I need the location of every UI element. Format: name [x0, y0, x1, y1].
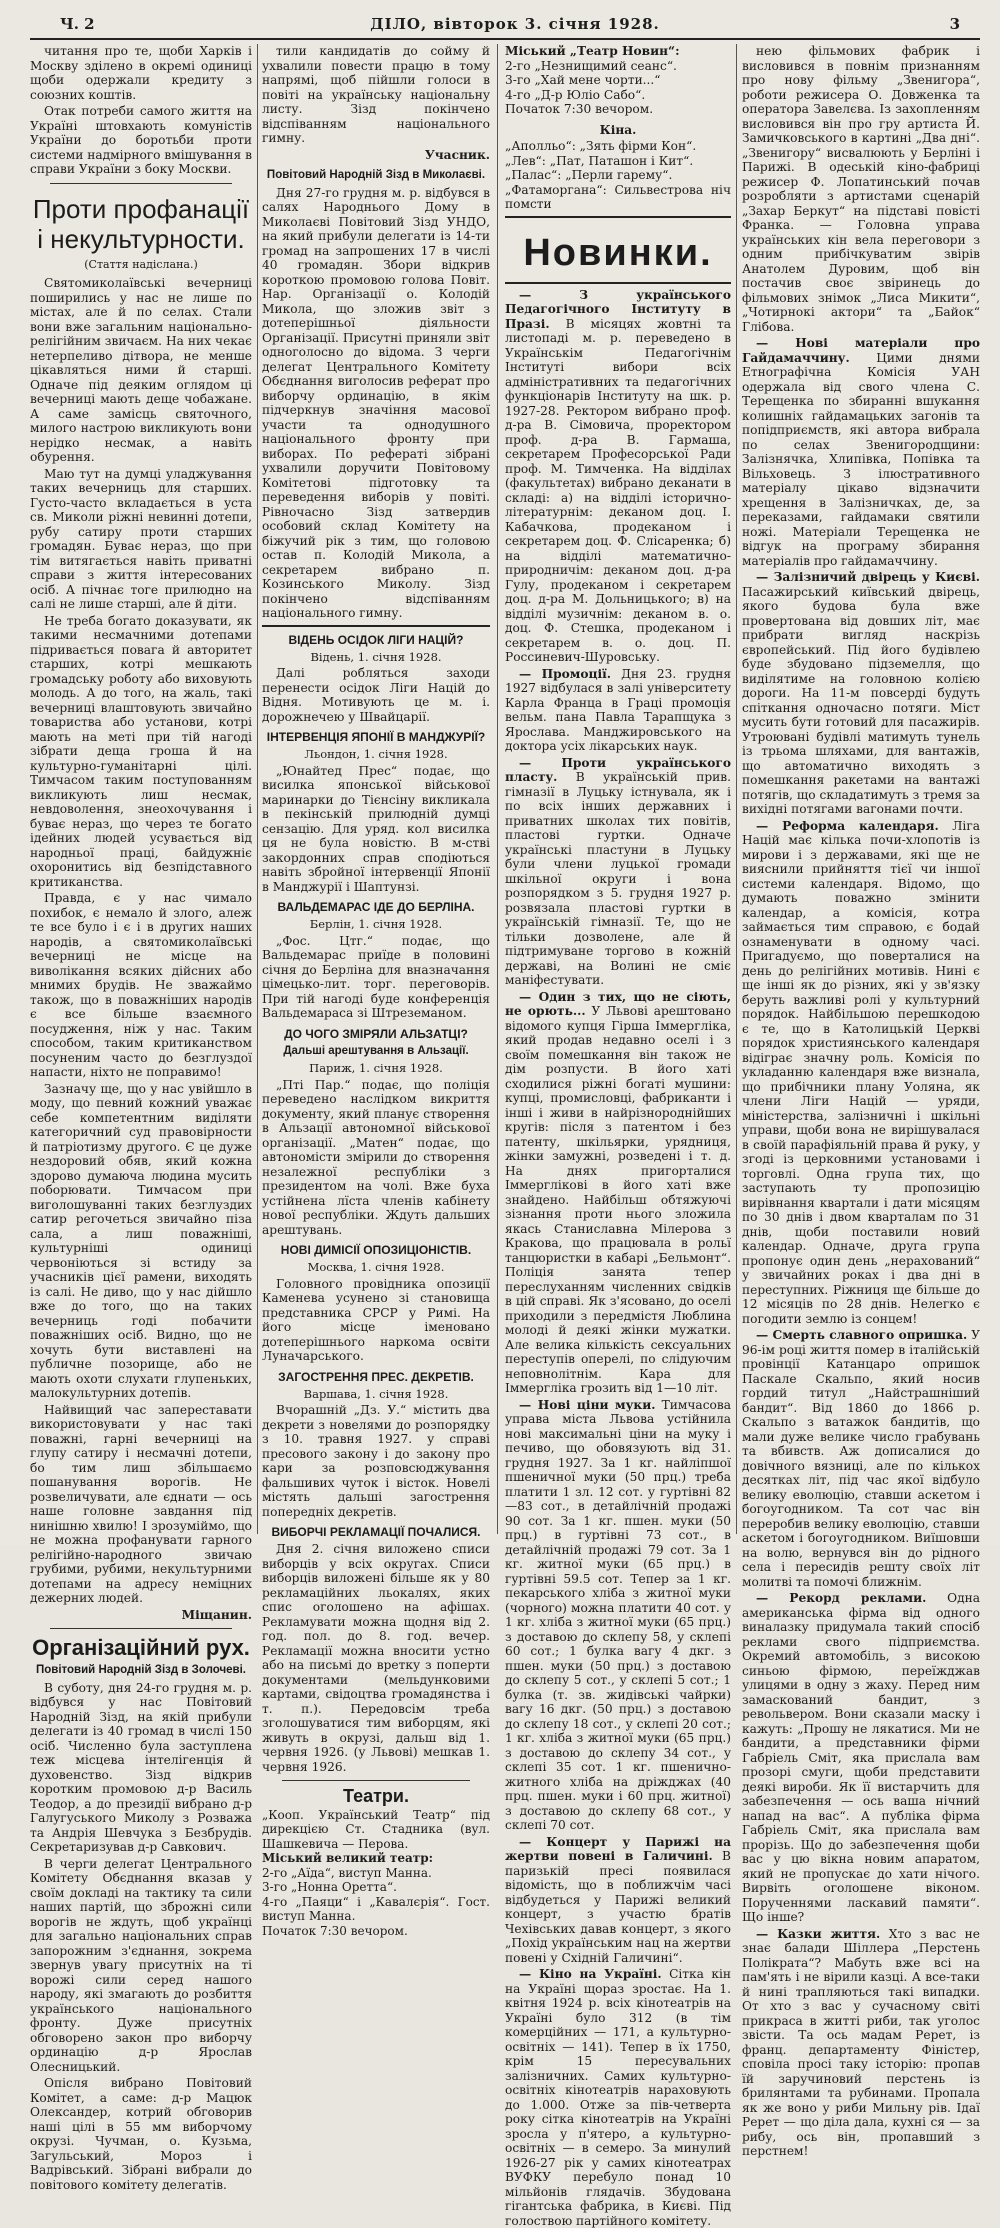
news-heading: ЗАГОСТРЕННЯ ПРЕС. ДЕКРЕТІВ.: [278, 1369, 474, 1384]
section-subtitle: Повітовий Народній Зізд в Золочеві.: [35, 1664, 246, 1676]
paragraph: Найвищий час запереставати використовувати у нас такі поважні, гарні вечерниці на глупу сатиру і несмачні дотепи, бо тим лиш збільшаємо пошанування ворогів. Не розвеличувати, але єднати — ось наше головне завдання під нинішню хвилю! І зрозуміймо, що не можна профанувати гарного релігійно-народного звичаю грубими, рубими, некультурними дотепами на адресу неміцних дежерних людей.: [30, 1402, 252, 1605]
news-section-title: Новинки.: [523, 231, 713, 274]
news-item-lead: — Реформа календаря.: [756, 818, 939, 833]
paragraph: Дня 2. січня виложено списи виборців у всіх округах. Списи виборців виложені більше як у 80 рекламаційних льокалях, яких спис оголошено на афішах. Рекламувати можна щодня від 2. год. пол. до 8. год. вечер. Рекламації можна вносити устно або на письмі до вретку з поперти документами (мельдунковими картами, свідоцтва громадянства і т. п.). Передовсім треба зголошуватися тим виборцям, які живуть в окрузі, дальш від 1. червня 1926. (у Львові) мешкав 1. червня 1926.: [262, 1542, 490, 1774]
news-item-text: У 96-ім році життя помер в італійській провінції Катанцаро опришок Паскале Скальпо, який носив гордий титул „Найстрашніший бандит“. Від 1860 до 1866 р. Скальпо з ватажок бандитів, що мали дуже велике число грабувань та вбивств. Аж дописалися до довічного вязниці, але по кількох десятках літ, під час якої відбуло велику еволюцію, ставши аскетом і богоугодником. Та сот час він переробив велику еволюцію, ставши аскетом і богоугодником. Виїшовши на волю, вернувся він до рідного села і пересидів решту своїх літ молитві та помочі ближнім.: [742, 1328, 981, 1589]
news-item-text: Цими днями Етнографічна Комісія УАН одержала від свого члена С. Терещенка по збиранні вшукання колишніх гайдамацьких загонів та попідприємств, які автора вибрала по селах Звенигородщини: Залізнячка, Хлипівка, Попівка та Вільховець. З ілюстративного матеріалу цікаво відзначити хрещення в Залізничках, де, за переказами, гайдамаки святили ножі. Матеріали Терещенка не відгук на програму збирання матеріалів про гайдамаччину.: [742, 350, 980, 568]
dateline: Берлін, 1. січня 1928.: [309, 917, 443, 931]
news-item: [742, 570, 980, 817]
paragraph: „Юнайтед Прес“ подає, що висилка японської військової маринарки до Тієнсіну викликала в пекінській прилюдній думці сензацію. Для уряд. кол висилка ця не була новістю. В м-стві закордонних справ сподіються навіть збройної інтервенції Японії в Манджурії і Шаптунзі.: [262, 763, 490, 894]
article-signature: Міщанин.: [181, 1607, 252, 1622]
news-item-text: Дня 23. грудня 1927 відбулася в залі університету Карла Франца в Граці промоція вельм. пана Павла Тарапщука з Ярослава. Манджировського на доктора усіх лікарських наук.: [505, 666, 732, 753]
theatre-line: 3-го „Хай мене чорти...“: [505, 73, 661, 87]
theatre-line: Міський великий театр:: [262, 1851, 434, 1865]
news-item-text: Пасажирський київський двірець, якого будова була вже провертована від довших літ, має прибрати вигляд наскрізь європейський. Під його будівлею буде збудовано підземелля, що виділятиме на головною колією дороги. На 11-м повсерді будуть спіткання одночасно потяги. Міст мусить бути готовий для пасажирів. Утроювані будівлі матимуть тунель із трьома шляхами, для вантажів, що автоматично виходять з помешкання ракетами на вантажі потягів, що складатимуть з тремя за вихідні потягами вагонами почти.: [742, 584, 980, 816]
news-item-lead: — Нові матеріали про Гайдамаччину.: [742, 336, 980, 365]
news-item-text: В паризькій пресі появилася відомість, що в поближчім часі відбудеться у Парижі великий концерт, з участю братів Чехівських давав концерт, з якого „Похід українським нац на жертви повені у Східній Галичині“.: [505, 1849, 732, 1965]
paragraph: Дня 27-го грудня м. р. відбувся в салях Народнього Дому в Миколаєві Повітовий Зізд УНДО, на який прибули делегати із 14-ти громад на запрошених 17 в числі 40 громадян. Збори відкрив короткою промовою голова Повіт. Нар. Організації о. Колодій Микола, що зложив звіт з дотеперішньої діяльности Організації. Присутні приняли звіт одноголосно до відома. З черги делегат Центрального Комітету Обєднання виголосив реферат про виборчу ординацію, в якім підчеркнув значіння масової участи та однодушного національного фронту при виборах. По рефераті зібрані ухвалили доручити Повітовому Комітетові підготовку та переведення виборів у повіті. Рівночасно Зізд затвердив особовий склад Комітету на біжучий рік з тим, що головою остав п. Колодій Микола, а секретарем вибрано п. Козинського Миколу. Зізд покінчено відспіванням національного гимну.: [262, 185, 490, 620]
theatre-line: Початок 7:30 вечором.: [262, 1923, 408, 1938]
news-item-lead: — Один з тих, що не сіють, не орють...: [505, 989, 731, 1018]
theatre-line: 2-го „Аїда“, виступ Манна.: [262, 1865, 432, 1880]
dateline: Відень, 1. січня 1928.: [310, 649, 442, 664]
news-heading: ДО ЧОГО ЗМІРЯЛИ АЛЬЗАТЦІ?: [284, 1026, 468, 1041]
column-4: [742, 44, 981, 2158]
dateline: Варшава, 1. січня 1928.: [303, 1386, 449, 1401]
dateline: Льондон, 1. січня 1928.: [304, 747, 448, 761]
paragraph: Святомиколаївські вечерниці поширились у нас не лише по містах, але й по селах. Стали вони вже загальним національно-релігійним звичаєм. На них чекає нетерпеливо дітвора, не менше цікавляться ними й старші. Одначе під деяким оглядом ці вечерниці мають деще чобажане. А саме замісць святочного, милого настрою викликують вони нерідко несмак, а навіть обурення.: [30, 276, 252, 464]
article-title: Проти профанації і некультурности.: [32, 193, 250, 254]
news-item-lead: — Казки життя.: [756, 1926, 881, 1941]
paragraph: В суботу, дня 24-го грудня м. р. відбувся у нас Повітовий Народній Зізд, на якій прибули делегати із 40 громад в числі 150 осіб. Численно була заступлена теж місцева інтелігенція й духовенство. Зізд відкрив коротким промовою д-р Василь Теодор, а до президії вибрано д-р Галугуського Миколу з Розважа та Андрія Шевчука з Безбрудів. Секретаризував д-р Савкович.: [30, 1680, 252, 1854]
column-divider: [497, 44, 498, 1534]
news-item-text: Хто з вас не знає балади Шіллера „Перстень Полікрата“? Мабуть вже всі на пам'ять і не вірили казці. А все-таки й нині трапляються такі випадки. От хто з вас у сучасному світі прикраса в житті риби, так уголос звісти. Та ось мадам Ререт, із франц. департаменту Фіністер, сповіла просі таку історію: пропав їй заручиновий перстень із брилянтами та рубинами. Пропала як же воно у риби Мильну рів. Ідаї Ререт — що діла дала, кухні ся — за рибу, ось він, пропавший з перстнем!: [742, 1926, 980, 2158]
separator: [50, 183, 232, 184]
news-item: [742, 819, 980, 1327]
news-item-text: Одна американська фірма від одного виналазку придумала такий спосіб реклами свого підприємства. Окремий автомобіль, з високою синьою фірмою, переїжджав улицями в одну з жаху. Перед ним замаскований бандит, з револьвером. Вони сказали маску і кажуть: „Прошу не лякатися. Ми не бандити, а представники фірми Габріель Сміт, яка прислала вам прозорі смуги, щоби представити деякі вироби. Як її вистарчить для забезпечення — ось ваша нічний напад на вас“. А публіка фірма Габріель Сміт, яка прислала вам прорізь. Що до забезпечення щоби вас у цю вікна новим апаратом, який не пропускає до хати нічого. Вирвіть оголошене віконом. Порученнями ласкавий памяти“. Що інше?: [742, 1591, 980, 1924]
news-item: [742, 1927, 980, 2159]
cinema-line: „Фатаморгана“: Сильвестрова ніч помсти: [505, 182, 731, 211]
section-title: Організаційний рух.: [32, 1635, 250, 1660]
news-item: [742, 1591, 980, 1925]
news-item-lead: — Концерт у Парижі на жертви повені в Галичині.: [505, 1834, 731, 1863]
paragraph: читання про те, щоби Харків і Москву зділено в окремі одиниці щоби одержали кредиту з союзних коштів.: [30, 44, 252, 102]
news-heading: НОВІ ДИМІСІЇ ОПОЗИЦІОНІСТІВ.: [280, 1243, 472, 1257]
paragraph: Головного провідника опозиції Каменева усунено зі становища представника СРСР у Римі. На його місце іменовано дотеперішнього наркома освіти Луначарського.: [262, 1276, 490, 1363]
news-item: [505, 288, 731, 665]
theatre-line: 4-го „Д-р Юліо Сабо“.: [505, 87, 646, 102]
news-item-lead: — З українського Педагогічного Інституту в Празі.: [505, 287, 731, 331]
dateline: Париж, 1. січня 1928.: [309, 1061, 443, 1075]
part-number: Ч. 2: [60, 15, 95, 33]
column-divider: [257, 44, 258, 1534]
news-item-text: У Львові арештовано відомого купця Гірша Іммергліка, який продав недавно оселі і з своїм помешкання він також не дім розпусти. В його хаті сходилися ріжні богаті мушини: купці, промисловці, фабриканти і інші і живи в найрізнороднійших кругів: після з патентом і без патенту, шкільярки, урядниця, жінки замужні, розведені і т. д. На днях пригорталися Іммерглікові в його хаті вже знайдено. Найбільш обтяжуючі зізнання проти нього зложила якась Станиславна Мілерова з Кракова, що працювала в рольї танцюристки в кабарі „Бельмонт“. Поліція занята тепер переслуханням численних свідків в цій справі. Як з'ясовано, до оселі приходили з передмістя Люблина молоді й деякі жінки мужатки. Але велика кількість сексуальних переступів оперелі, по слідуючим неповнолітнім. Кара для Іммергліка грозить від 1—10 літ.: [505, 1004, 731, 1395]
news-item: [742, 1328, 980, 1589]
news-item: [505, 990, 731, 1396]
paragraph: Зазначу ще, що у нас увійшло в моду, що певний кожний уважає себе компетентним виділяти категоричний суд правовірности й патріотизму другого. Є це дуже нездоровий обяв, який кожна здорово думаюча людина мусить поборювати. Тимчасом при виголошуванні таких безглуздих сатир регочеться звичайно піза сала, а лиш поважніші, культурніші одиниці червоніються зі встиду за учасників цієї рамени, виходять із салі. Не диво, що у нас дійшло вже до того, що на таких вечерниць годі побачити поважніших осіб. Видно, що не хочуть бути виставлені на публичне позорище, або не мають охоти слухати глупеньких, малокультурних дотепів.: [30, 1081, 252, 1400]
news-item-text: В українській прив. гімназії в Луцьку істнувала, як і по всіх інших державних і приватних школах тих повітів, пластові гуртки. Одначе українські пластуни в Луцьку були члени луцької громади шкільної округи і вона розпорядком з 5. грудня 1927 р. розвязала пластові гуртки в українській гімназії. Те, що не тільки дозволене, але й підтримуване торгово в кожній державі, на Волині не сміє маніфестувати.: [505, 770, 731, 987]
news-item-lead: — Смерть славного опришка.: [756, 1328, 968, 1342]
article-note: (Стаття надіслана.): [84, 257, 198, 271]
paragraph: Далі робляться заходи перенести осідок Ліги Націй до Відня. Мотивують це м. і. дорожнечею у Швайцарії.: [262, 666, 490, 724]
paragraph: Опісля вибрано Повітовий Комітет, а саме: д-р Мацюк Олександер, котрий обговорив наші цілі в 55 мм виборчому окрузі. Чучман, о. Кузьма, Загульський, Мороз і Вадрівський. Зібрані вибрали до повітового комітету делегатів.: [30, 2076, 252, 2192]
paragraph: Маю тут на думці уладжування таких вечерниць для старших. Густо-часто вкладається в уста св. Миколи ріжні невинні дотепи, рубу сатиру проти старших громадян. Буває нераз, що при тім витягається навіть приватні справи з життя інтересованих осіб. А пічнає тоге прилюдно на салі не лише старші, але й діти.: [30, 466, 252, 611]
news-item-text: Сітка кін на Україні щораз зростає. На 1. квітня 1924 р. всіх кінотеатрів на Україні було 312 (в тім комерційних — 171, а культурно-освітніх — 141). Тепер в їх 1750, крім 15 пересувальних залізничних. Самих культурно-освітніх кінотеатрів нараховують до 1.000. Отже за пів-четверта року сітка кінотеатрів на Україні зросла у п'ятеро, а культурно-освітніх — в семеро. За минулий 1926-27 рік у самих кінотеатрах ВУФКУ перебуло понад 10 мільйонів глядачів. Збудована гігантська фабрика, в Києві. Під голоствою партійного комітету.: [505, 1967, 731, 2228]
paragraph: Не треба богато доказувати, як такими несмачними дотепами підривається повага й авторитет старших, котрі мешкають громадську роботу або виховують молодь. А до того, на жаль, такі вечерниці влаштовують звичайно товариства або установи, котрі мають на меті при тій нагоді зібрати деща гроша й на культурно-гуманітарні цілі. Тимчасом таким поступованням викликують лиш несмак, невдоволення, знеохочування і буває нераз, що через те богато ідейних людей усувається від народньої праці, байдужніє охоронитись від безпідставного критиканства.: [30, 613, 252, 889]
news-item-lead: — Рекорд реклами.: [756, 1591, 927, 1605]
news-item-lead: — Нові ціни муки.: [519, 1397, 656, 1412]
masthead: ДІЛО, вівторок 3. січня 1928.: [370, 15, 660, 33]
paragraph: Отак потреби самого життя на Україні штовхають комуністів України до боротьби проти системи надмірного вмішування в справи України з боку Москви.: [30, 104, 252, 176]
paragraph: В черги делегат Центрального Комітету Обєднання вказав у своїм докладі на тактику та сили наших партій, що зброжні сили ворогів не ждуть, щоб українці для загально національних справ запорожним з'єднання, зокрема звернув увагу присутніх на ті ворожі сили серед нашого народу, які змагають до розбиття українського національного фронту. Дуже присутніх обговорено закон про виборчу ординацію д-р Ярослав Олесницький.: [30, 1856, 252, 2074]
news-item-lead: — Проти українського пласту.: [505, 755, 731, 784]
news-item-lead: — Залізничий двірець у Києві.: [756, 570, 980, 584]
separator: [505, 282, 731, 284]
separator: [282, 1780, 470, 1781]
news-item-text: В місяцях жовтні та листопаді м. р. переведено в Українськім Педагогічнім Інституті вибори всіх адміністративних та педагогічних функціонарів Інституту на шк. р. 1927-28. Ректором вибрано проф. д-ра В. Сімовича, проректором проф. д-ра В. Гармаша, секретарем Професорської Ради проф. М. Тимченка. На відділах (факультетах) вибрано деканати в складі: а) на відділі історично-літературнім: деканом доц. І. Кабачкова, продеканом і секретарем доц. Ф. Слісаренка; б) на відділі математично-природничім: деканом доц. д-ра Гулу, продеканом і секретарем доц. д-ра М. Дольницького; в) на відділі музичнім: деканом в. о. доц. Ф. Стешка, продеканом і секретарем в. о. доц. П. Россиневич-Шуровську.: [505, 316, 731, 664]
page-number: 3: [949, 15, 960, 33]
cinema-line: „Палас“: „Перли гарему“.: [505, 168, 673, 182]
cinema-heading: Кіна.: [599, 122, 637, 137]
theatre-heading: Міський „Театр Новин“:: [505, 44, 680, 58]
news-heading: ВИБОРЧІ РЕКЛАМАЦІЇ ПОЧАЛИСЯ.: [271, 1525, 481, 1539]
news-item: [505, 1398, 731, 1833]
theatres-title: Театри.: [343, 1786, 409, 1806]
paragraph: Правда, є у нас чимало похибок, є немало й злого, алеж те все було і є і в других наших народів, а святомиколаївські вечерниці не місце на виволікання всяких дійсних або мнимих брудів. Не зважаймо також, що в поважніших народів є все більше взаємного посудження, ніж у нас. Таким способом, таким критиканством посуненим часто до безглуздої напасти, ніхто не поправимо!: [30, 891, 252, 1079]
column-1: [30, 44, 252, 2192]
paragraph: тили кандидатів до сойму й ухвалили повести працю в тому напрямі, щоб пійшли голоси в повіті на українську національну листу. Зізд покінчено відспіванням національного гимну.: [262, 44, 490, 145]
news-heading: ВАЛЬДЕМАРАС ІДЕ ДО БЕРЛІНА.: [277, 900, 475, 914]
paragraph: нею фільмових фабрик і висловився в повнім признанням про нову фільму „Звенигора“, роботи режисера О. Довженка та оператора Завелєва. Із захопленням висловився він про гру артиста Й. Замичковського в картині „Два дні“. „Звенигору“ висвалюють у Берліні і Парижі. В одеській кіно-фабриці режисер Ф. Лопатинський почав розробляти з артистами сценарій „Захар Беркут“ на підставі повісті Франка. — Головна управа українських кін вела переговори з одним прибічкуватим звірів Анатолем Дуровим, щоб він постачив своє звіринець до фільмових знімок „Лиса Микити“, „Чотирнокі актори“ та „Байок“ Глібова.: [742, 44, 980, 334]
paragraph: „Фос. Цтг.“ подає, що Вальдемарас приїде в половині січня до Берліна для вназначання цімецько-лит. торг. переговорів. При тій нагоді буде конференція Вальдемараса зі Штреземаном.: [262, 933, 490, 1020]
theatre-line: 3-го „Нонна Оретта“.: [262, 1880, 397, 1894]
cinema-line: „Лев“: „Пат, Паташон і Кит“.: [505, 153, 694, 168]
article-signature: Учасник.: [424, 147, 490, 162]
news-heading: Повітовий Народній Зізд в Миколаєві.: [266, 169, 486, 181]
cinema-line: „Аполльо“: „Зять фірми Кон“.: [505, 139, 697, 153]
news-item: [505, 1835, 731, 1966]
page-header: [60, 12, 980, 36]
news-item-text: Ліга Націй має кілька почи-хлопотів із мирови і з державами, які ще не вияснили прийняття тієї чи іншої системи календаря. Відомо, що думають поважно змінити календар, а комісія, котра займається тим справою, є бодай ознаменувати в одному часі. Пригадуємо, що поверталися на день до релігійних мотивів. Нині є ще інші як до різних, які у зв'язку беруть важливі ролі у культурний порядок. Найбільшою перешкодою є те, що в Католицькій Церкві порядок християнського календаря відіграє значну роль. Комісія по укладанню календаря вже визнала, що прибічники плану Уоляна, як члени Ліги Націй — уряди, міністерства, залізничні і шкільні управи, щоби вона не вирішувалася в своїй парафіяльній права й руку, у згоді із церковними установами і торговлі. Одна група тих, що заступають ту пропозицію вирівнання квартали і дати місяцям по 30 днів і двом кварталам по 31 днів, щоби поставили новий календар. Одначе, друга група пропонує один день „нерахований“ у звичайних роках і два дні в переступних. Ріжниця ще більше до 12 місяців по 28 днів. Нелегко є погодити землю із сонцем!: [742, 818, 980, 1326]
news-item-lead: — Промоції.: [519, 666, 612, 681]
header-rule: [30, 38, 980, 40]
column-2: [262, 44, 490, 1938]
separator: [50, 1628, 232, 1629]
paragraph: Вчорашній „Дз. У.“ містить два декрети з новелями до розпорядку з 10. травня 1927. у справі пресового закону і до закону про кари за розповсюджування фальшивих чуток і вісток. Новелі містять дальші загострення попередніх декретів.: [262, 1403, 490, 1519]
news-heading: ІНТЕРВЕНЦІЯ ЯПОНІЇ В МАНДЖУРІЇ?: [266, 730, 486, 744]
paragraph: „Пті Пар.“ подає, що поліція переведено наслідком викриття документу, який планує створення в Альзації автономної військової організації. „Матен“ подає, що автономісти змірили до створення незалежної республіки з президентом на чолі. Вже буха устійнена лїста членів кабінету нової республіки. Ждуть дальших арештувань.: [262, 1077, 490, 1237]
news-heading: ВІДЕНЬ ОСІДОК ЛІГИ НАЦІЙ?: [288, 632, 464, 647]
theatre-line: 4-го „Паяци“ і „Кавалєрія“. Гост. виступ Манна.: [262, 1894, 490, 1923]
theatre-listing: [262, 1808, 490, 1939]
theatre-line: „Кооп. Український Театр“ під дирекцією Ст. Стадника (вул. Шашкевича — Перова.: [262, 1807, 490, 1851]
news-subheading: Дальші арештування в Альзації.: [283, 1044, 469, 1057]
news-item: [505, 756, 731, 988]
separator: [262, 625, 490, 627]
dateline: Москва, 1. січня 1928.: [307, 1260, 445, 1274]
theatre-line: 2-го „Незнищимий сеанс“.: [505, 58, 677, 73]
column-3: [505, 44, 732, 2228]
news-item: [505, 1967, 731, 2228]
news-item: [742, 336, 980, 568]
separator: [505, 216, 731, 218]
news-item-lead: — Кіно на Україні.: [519, 1967, 662, 1981]
news-item-text: Тимчасова управа міста Львова устійнила нові максимальні ціни на муку і печиво, що обовязують від 31. грудня 1927. За 1 кг. найліпшої пшеничної муки (50 прц.) треба платити 1 зл. 12 сот. у гуртівні 82—83 сот., в детайлічній продажі 90 сот. За 1 кг. пшен. муки (50 прц.) в гуртівні 73 сот., в детайлічній продажі 79 сот. За 1 кг. житної муки (65 прц.) в гуртівні 59.5 сот. Тепер за 1 кг. пекарського хліба з житної муки (чорного) можна платити 40 сот. у 1 кг. хліба з житної муки (65 прц.) з доставою до склепу 58, у склепі 60 сот.; 1 булка вагу 4 дкг. з пшен. муки (50 прц.) з доставою до склепу 5 сот., у склепі 5 сот.; 1 булка (т. зв. жидівські чайрки) вагу 16 дкг. (50 прц.) з доставою до склепу 18 сот., у склепі 20 сот.; 1 кг. хліба з житної муки (65 прц.) з доставою до склепу 34 сот., у склепі 35 сот. 1 кг. пшенично-житного хліба на дріжджах (40 прц. пшен. муки і 60 прц. житної) з доставою до склепу 68 сот., у склепі 70 сот.: [505, 1397, 731, 1832]
news-item: [505, 667, 731, 754]
column-divider: [736, 44, 737, 1534]
theatre-line: Початок 7:30 вечором.: [505, 102, 654, 116]
